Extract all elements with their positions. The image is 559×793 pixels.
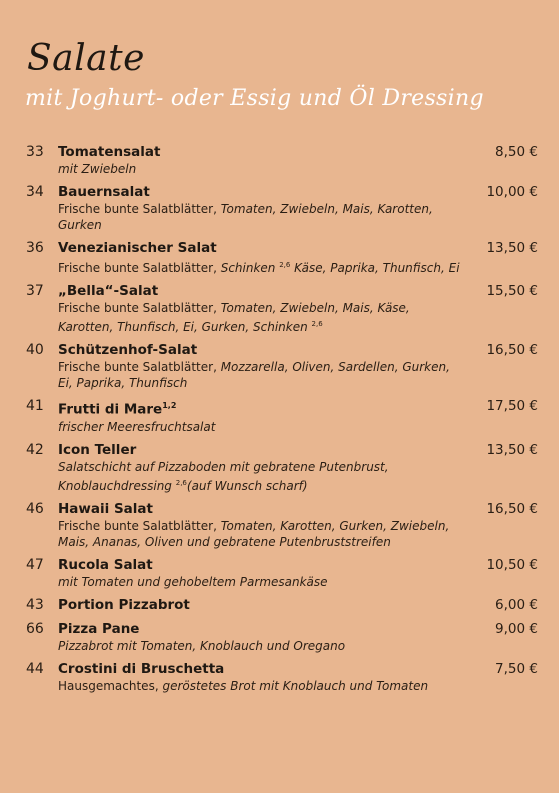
- item-description: [58, 300, 466, 335]
- item-number: 41: [26, 398, 44, 414]
- menu-list: [26, 143, 538, 700]
- item-price: 16,50 €: [486, 500, 538, 517]
- item-name: [58, 143, 466, 161]
- item-name-text: Schützenhof-Salat: [58, 342, 198, 358]
- item-price: 17,50 €: [486, 398, 538, 414]
- item-name: [58, 183, 466, 201]
- item-number: 33: [26, 144, 44, 160]
- description-segment: mit Zwiebeln: [58, 162, 137, 176]
- description-segment: Tomaten, Zwiebeln, Mais, Käse, Karotten, Thunfisch, Ei, Gurken, Schinken: [58, 301, 410, 334]
- allergen-sup: 2,6: [311, 320, 323, 328]
- item-price: 10,50 €: [486, 556, 538, 573]
- item-number: 42: [26, 441, 44, 458]
- item-price: 15,50 €: [486, 283, 538, 299]
- item-number: 43: [26, 596, 44, 613]
- item-description: [58, 459, 466, 494]
- menu-item: [26, 397, 538, 435]
- description-segment: Mozzarella, Oliven, Sardellen, Gurken, Ei, Paprika, Thunfisch: [58, 360, 450, 390]
- item-name-text: Pizza Pane: [58, 620, 140, 637]
- item-number: 37: [26, 283, 44, 299]
- item-number: 36: [26, 240, 44, 256]
- item-name: [58, 596, 466, 614]
- description-segment: Frische bunte Salatblätter,: [58, 360, 221, 374]
- item-number: 44: [26, 660, 44, 677]
- description-segment: (auf Wunsch scharf): [186, 478, 308, 493]
- item-name-text: Bauernsalat: [58, 184, 150, 200]
- menu-item: [26, 183, 538, 233]
- item-name-text: „Bella“-Salat: [58, 283, 159, 299]
- item-name: [58, 660, 466, 678]
- menu-item: [26, 239, 538, 276]
- item-description: [58, 201, 466, 233]
- allergen-sup: 1,2: [162, 401, 177, 410]
- description-segment: Frische bunte Salatblätter,: [58, 301, 221, 315]
- item-description: [58, 678, 466, 694]
- description-segment: Schinken: [220, 261, 280, 275]
- item-number: 40: [26, 342, 44, 358]
- item-description: [58, 257, 466, 276]
- item-price: 8,50 €: [495, 144, 538, 160]
- item-name: [58, 441, 466, 459]
- item-name-text: Hawaii Salat: [58, 500, 153, 517]
- menu-item: [26, 596, 538, 614]
- item-description: [58, 574, 466, 590]
- description-segment: mit Tomaten und gehobeltem Parmesankäse: [58, 574, 328, 589]
- description-segment: Salatschicht auf Pizzaboden mit gebratene Putenbrust, Knoblauchdressing: [58, 459, 389, 493]
- page-title: Salate: [27, 38, 145, 79]
- description-segment: Tomaten, Karotten, Gurken, Zwiebeln, Mais, Ananas, Oliven und gebratene Putenbruststreifen: [58, 518, 450, 549]
- item-name-text: Tomatensalat: [58, 144, 161, 160]
- item-number: 34: [26, 184, 44, 200]
- item-price: 13,50 €: [486, 240, 538, 256]
- item-name-text: Venezianischer Salat: [58, 240, 217, 256]
- item-price: 9,00 €: [495, 620, 538, 637]
- allergen-sup: 2,6: [279, 261, 291, 269]
- item-number: 46: [26, 500, 44, 517]
- menu-item: [26, 620, 538, 654]
- item-name: [58, 500, 466, 518]
- item-price: 6,00 €: [495, 596, 538, 613]
- item-name-text: Crostini di Bruschetta: [58, 660, 225, 677]
- description-segment: Tomaten, Zwiebeln, Mais, Karotten, Gurken: [58, 202, 433, 232]
- item-name: [58, 341, 466, 359]
- item-price: 10,00 €: [486, 184, 538, 200]
- menu-item: [26, 441, 538, 494]
- menu-item: [26, 143, 538, 177]
- item-description: [58, 359, 466, 391]
- item-description: [58, 638, 466, 654]
- item-name: [58, 397, 466, 419]
- item-name: [58, 282, 466, 300]
- menu-item: [26, 500, 538, 550]
- item-name: [58, 620, 466, 638]
- item-description: [58, 419, 466, 435]
- description-segment: frischer Meeresfruchtsalat: [58, 419, 216, 434]
- item-name-text: Frutti di Mare: [58, 401, 163, 418]
- description-segment: geröstetes Brot mit Knoblauch und Tomaten: [162, 678, 429, 693]
- item-name-text: Icon Teller: [58, 441, 137, 458]
- item-name: [58, 556, 466, 574]
- description-segment: Hausgemachtes,: [58, 678, 163, 693]
- item-number: 66: [26, 620, 44, 637]
- description-segment: Käse, Paprika, Thunfisch, Ei: [290, 261, 460, 275]
- item-description: [58, 518, 466, 550]
- item-price: 7,50 €: [495, 660, 538, 677]
- menu-item: [26, 341, 538, 391]
- description-segment: Pizzabrot mit Tomaten, Knoblauch und Oregano: [58, 638, 346, 653]
- item-price: 16,50 €: [486, 342, 538, 358]
- page-subtitle: mit Joghurt- oder Essig und Öl Dressing: [25, 86, 484, 111]
- description-segment: Frische bunte Salatblätter,: [58, 202, 221, 216]
- item-name-text: Portion Pizzabrot: [58, 596, 190, 613]
- item-name-text: Rucola Salat: [58, 556, 153, 573]
- menu-item: [26, 282, 538, 335]
- description-segment: Frische bunte Salatblätter,: [58, 261, 221, 275]
- allergen-sup: 2,6: [175, 478, 187, 487]
- description-segment: Frische bunte Salatblätter,: [58, 518, 221, 533]
- item-description: [58, 161, 466, 177]
- item-price: 13,50 €: [486, 441, 538, 458]
- item-name: [58, 239, 466, 257]
- item-number: 47: [26, 556, 44, 573]
- menu-item: [26, 556, 538, 590]
- menu-item: [26, 660, 538, 694]
